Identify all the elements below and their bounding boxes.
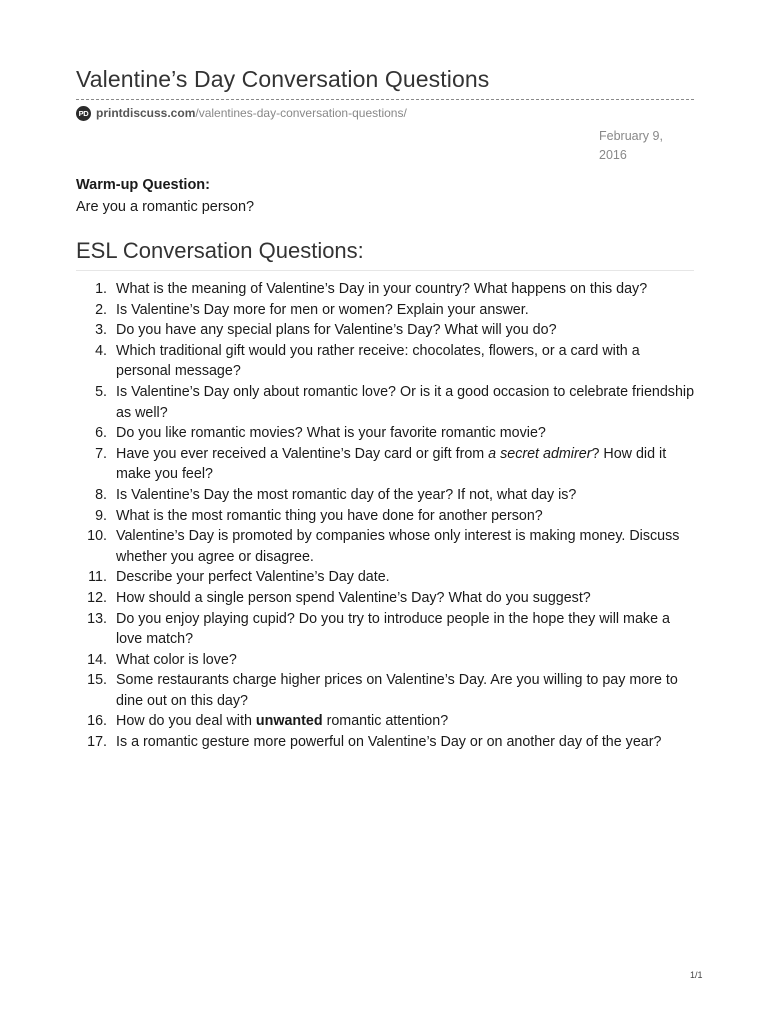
question-item [76,423,696,444]
question-list [76,279,696,753]
question-item [76,732,696,753]
page-title: Valentine’s Day Conversation Questions [76,66,490,92]
question-number: 12. [87,589,107,606]
question-item [76,609,696,650]
question-item [76,711,696,732]
question-text: Some restaurants charge higher prices on Valentine’s Day. Are you willing to pay more to dine out on this day? [116,672,678,709]
question-text: How do you deal with [116,713,256,730]
question-text: Is Valentine’s Day more for men or women? Explain your answer. [116,301,529,318]
question-number: 15. [87,672,107,689]
question-number: 7. [95,445,107,462]
question-emphasis: a secret admirer [488,445,592,462]
question-number: 10. [87,528,107,545]
question-item [76,382,696,423]
source-domain: printdiscuss.com [96,106,196,120]
question-text: Do you have any special plans for Valentine’s Day? What will you do? [116,322,557,339]
warmup-question: Are you a romantic person? [76,199,255,215]
question-item [76,506,696,527]
source-path: /valentines-day-conversation-questions/ [195,106,407,120]
question-text: Describe your perfect Valentine’s Day date. [116,569,390,586]
source-link[interactable] [76,105,407,121]
post-date-line2: 2016 [599,148,627,162]
question-text: How should a single person spend Valentine’s Day? What do you suggest? [116,589,591,606]
question-number: 11. [88,569,107,586]
question-text: Do you enjoy playing cupid? Do you try to introduce people in the hope they will make a love match? [116,610,670,648]
question-number: 8. [95,486,107,503]
post-date-line1: February 9, [599,129,663,143]
question-text: What is the most romantic thing you have done for another person? [116,507,543,524]
question-text: Which traditional gift would you rather receive: chocolates, flowers, or a card with a personal message? [116,342,640,380]
question-text: What is the meaning of Valentine’s Day in your country? What happens on this day? [116,281,648,297]
question-strong: unwanted [255,713,323,730]
question-number: 3. [95,322,107,339]
question-text: Is a romantic gesture more powerful on Valentine’s Day or on another day of the year? [116,734,662,751]
question-text: ? How did it make you feel? [116,445,667,483]
question-item [76,588,696,609]
question-item [76,300,696,321]
question-number: 17. [87,734,107,751]
post-date [599,127,689,165]
question-text: Do you like romantic movies? What is your favorite romantic movie? [116,425,546,442]
section-divider [76,270,694,271]
question-item [76,444,696,485]
page-indicator: 1/1 [690,970,703,980]
question-number: 2. [95,301,107,318]
question-number: 9. [95,507,107,524]
question-text: Valentine’s Day is promoted by companies whose only interest is making money. Discuss whether you agree or disagree. [116,528,680,565]
question-text: What color is love? [116,651,237,668]
question-text: romantic attention? [322,713,449,730]
question-number: 13. [87,610,107,627]
question-number: 6. [95,425,107,442]
printdiscuss-logo-icon: PD [76,106,91,121]
question-number: 14. [87,651,107,668]
warmup-heading: Warm-up Question: [76,177,210,193]
question-text: Is Valentine’s Day the most romantic day of the year? If not, what day is? [116,486,577,503]
question-item [76,341,696,382]
title-divider [76,99,694,100]
question-item [76,320,696,341]
question-item [76,526,696,567]
question-number: 1. [95,281,107,297]
question-text: Is Valentine’s Day only about romantic love? Or is it a good occasion to celebrate friendship as well? [116,383,695,421]
question-number: 4. [95,342,107,359]
question-item [76,670,696,711]
question-item [76,485,696,506]
question-number: 16. [87,713,107,730]
question-item [76,567,696,588]
question-text: Have you ever received a Valentine’s Day card or gift from [116,445,489,462]
question-number: 5. [95,383,107,400]
question-item [76,650,696,671]
section-heading: ESL Conversation Questions: [76,238,364,263]
question-item [76,279,696,300]
